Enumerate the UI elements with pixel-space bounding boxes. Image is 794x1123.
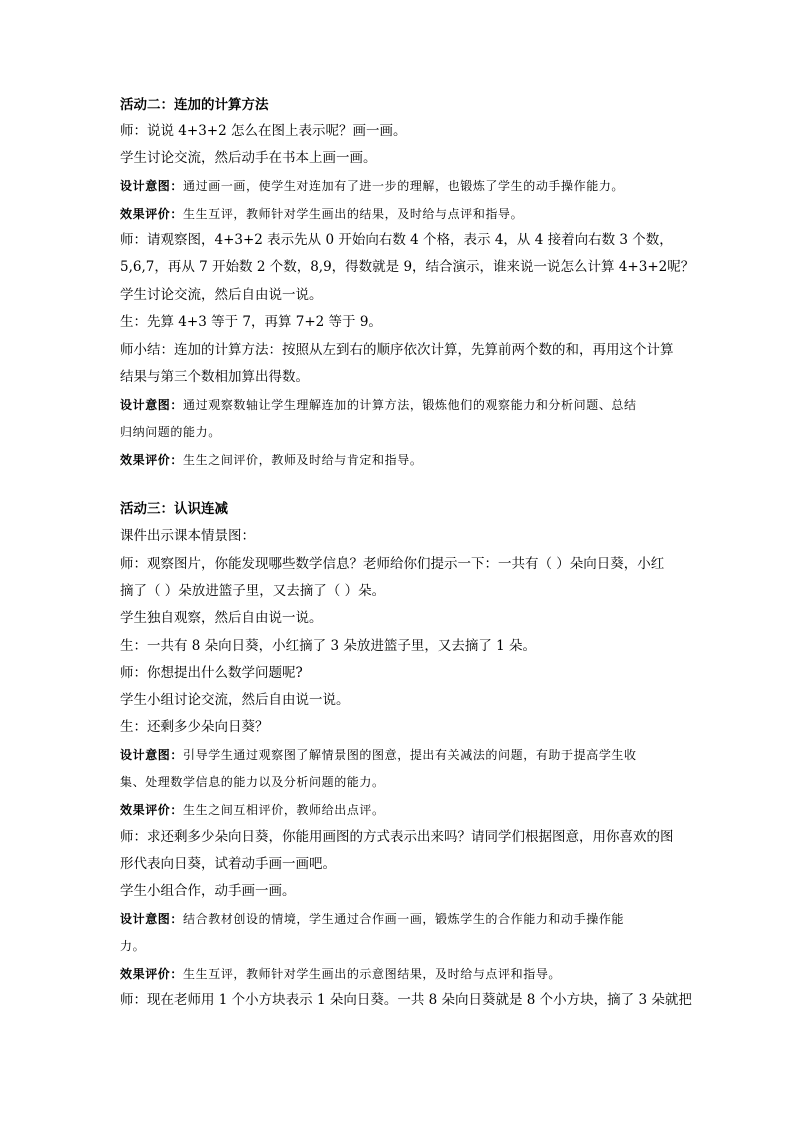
paragraph: 师：请观察图，4+3+2 表示先从 0 开始向右数 4 个格，表示 4，从 4 接着向右数 3 个数， bbox=[120, 232, 673, 248]
paragraph: 师：观察图片，你能发现哪些数学信息？老师给你们提示一下：一共有（ ）朵向日葵，小红 bbox=[120, 556, 665, 572]
paragraph: 摘了（ ）朵放进篮子里，又去摘了（ ）朵。 bbox=[120, 583, 386, 599]
paragraph: 学生小组合作，动手画一画。 bbox=[120, 883, 296, 899]
paragraph: 5,6,7，再从 7 开始数 2 个数，8,9，得数就是 9，结合演示，谁来说一说怎么计算 4+3+2呢？ bbox=[120, 259, 695, 275]
paragraph: 师：求还剩多少朵向日葵，你能用画图的方式表示出来吗？请同学们根据图意，用你喜欢的图 bbox=[120, 829, 674, 845]
paragraph: 学生讨论交流，然后动手在书本上画一画。 bbox=[120, 150, 377, 166]
paragraph: 生：先算 4+3 等于 7，再算 7+2 等于 9。 bbox=[120, 314, 382, 330]
section-title-activity-3: 活动三：认识连减 bbox=[120, 501, 228, 517]
design-intent-note-cont: 归纳问题的能力。 bbox=[120, 425, 221, 439]
design-intent-note: 设计意图：引导学生通过观察图了解情景图的图意，提出有关减法的问题，有助于提高学生收 bbox=[120, 748, 637, 762]
paragraph: 课件出示课本情景图： bbox=[120, 528, 255, 544]
paragraph: 学生讨论交流，然后自由说一说。 bbox=[120, 287, 323, 303]
paragraph: 师小结：连加的计算方法：按照从左到右的顺序依次计算，先算前两个数的和，再用这个计算 bbox=[120, 342, 674, 358]
effect-evaluation-note: 效果评价：生生之间互相评价，教师给出点评。 bbox=[120, 803, 385, 817]
paragraph: 形代表向日葵，试着动手画一画吧。 bbox=[120, 856, 336, 872]
design-intent-note-cont: 集、处理数学信息的能力以及分析问题的能力。 bbox=[120, 775, 385, 789]
effect-evaluation-note: 效果评价：生生互评，教师针对学生画出的示意图结果，及时给与点评和指导。 bbox=[120, 967, 562, 981]
paragraph: 师：现在老师用 1 个小方块表示 1 朵向日葵。一共 8 朵向日葵就是 8 个小方块，摘了 3 朵就把 bbox=[120, 992, 692, 1008]
paragraph: 结果与第三个数相加算出得数。 bbox=[120, 369, 309, 385]
paragraph: 师：你想提出什么数学问题呢? bbox=[120, 665, 303, 681]
section-title-activity-2: 活动二：连加的计算方法 bbox=[120, 97, 269, 113]
design-intent-note-cont: 力。 bbox=[120, 939, 146, 953]
paragraph: 师：说说 4+3+2 怎么在图上表示呢？画一画。 bbox=[120, 123, 407, 139]
design-intent-note: 设计意图：通过画一画，使学生对连加有了进一步的理解，也锻炼了学生的动手操作能力。 bbox=[120, 179, 625, 193]
paragraph: 生：还剩多少朵向日葵？ bbox=[120, 719, 269, 735]
paragraph: 学生小组讨论交流，然后自由说一说。 bbox=[120, 692, 350, 708]
paragraph: 学生独自观察，然后自由说一说。 bbox=[120, 610, 323, 626]
effect-evaluation-note: 效果评价：生生之间评价，教师及时给与肯定和指导。 bbox=[120, 453, 423, 467]
effect-evaluation-note: 效果评价：生生互评，教师针对学生画出的结果，及时给与点评和指导。 bbox=[120, 207, 524, 221]
design-intent-note: 设计意图：通过观察数轴让学生理解连加的计算方法，锻炼他们的观察能力和分析问题、总结 bbox=[120, 398, 637, 412]
design-intent-note: 设计意图：结合教材创设的情境，学生通过合作画一画，锻炼学生的合作能力和动手操作能 bbox=[120, 912, 625, 926]
paragraph: 生：一共有 8 朵向日葵，小红摘了 3 朵放进篮子里，又去摘了 1 朵。 bbox=[120, 638, 537, 654]
